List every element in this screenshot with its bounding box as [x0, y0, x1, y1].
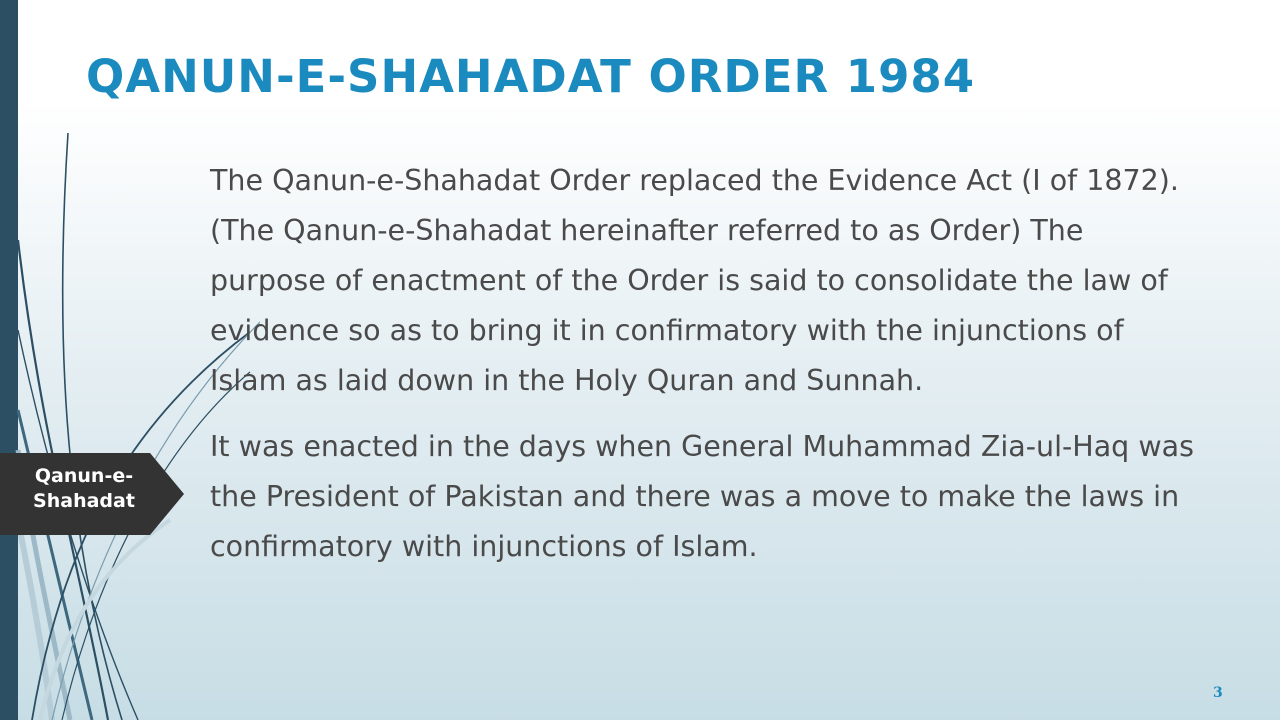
slide-body [210, 156, 1200, 588]
side-tag [0, 453, 184, 535]
slide-title: QANUN-E-SHAHADAT ORDER 1984 [86, 50, 976, 103]
body-paragraph: The Qanun-e-Shahadat Order replaced the Evidence Act (I of 1872). (The Qanun-e-Shahadat hereinafter referred to as Order) The purpose of enactment of the Order is said to consolidate the law of evidence so as to bring it in confirmatory with the injunctions of Islam as laid down in the Holy Quran and Sunnah. [210, 164, 1179, 397]
side-tag-label: Qanun-e-Shahadat [33, 465, 135, 512]
page-number: 3 [1213, 685, 1223, 701]
body-paragraph: It was enacted in the days when General Muhammad Zia-ul-Haq was the President of Pakistan and there was a move to make the laws in confirmatory with injunctions of Islam. [210, 430, 1194, 563]
